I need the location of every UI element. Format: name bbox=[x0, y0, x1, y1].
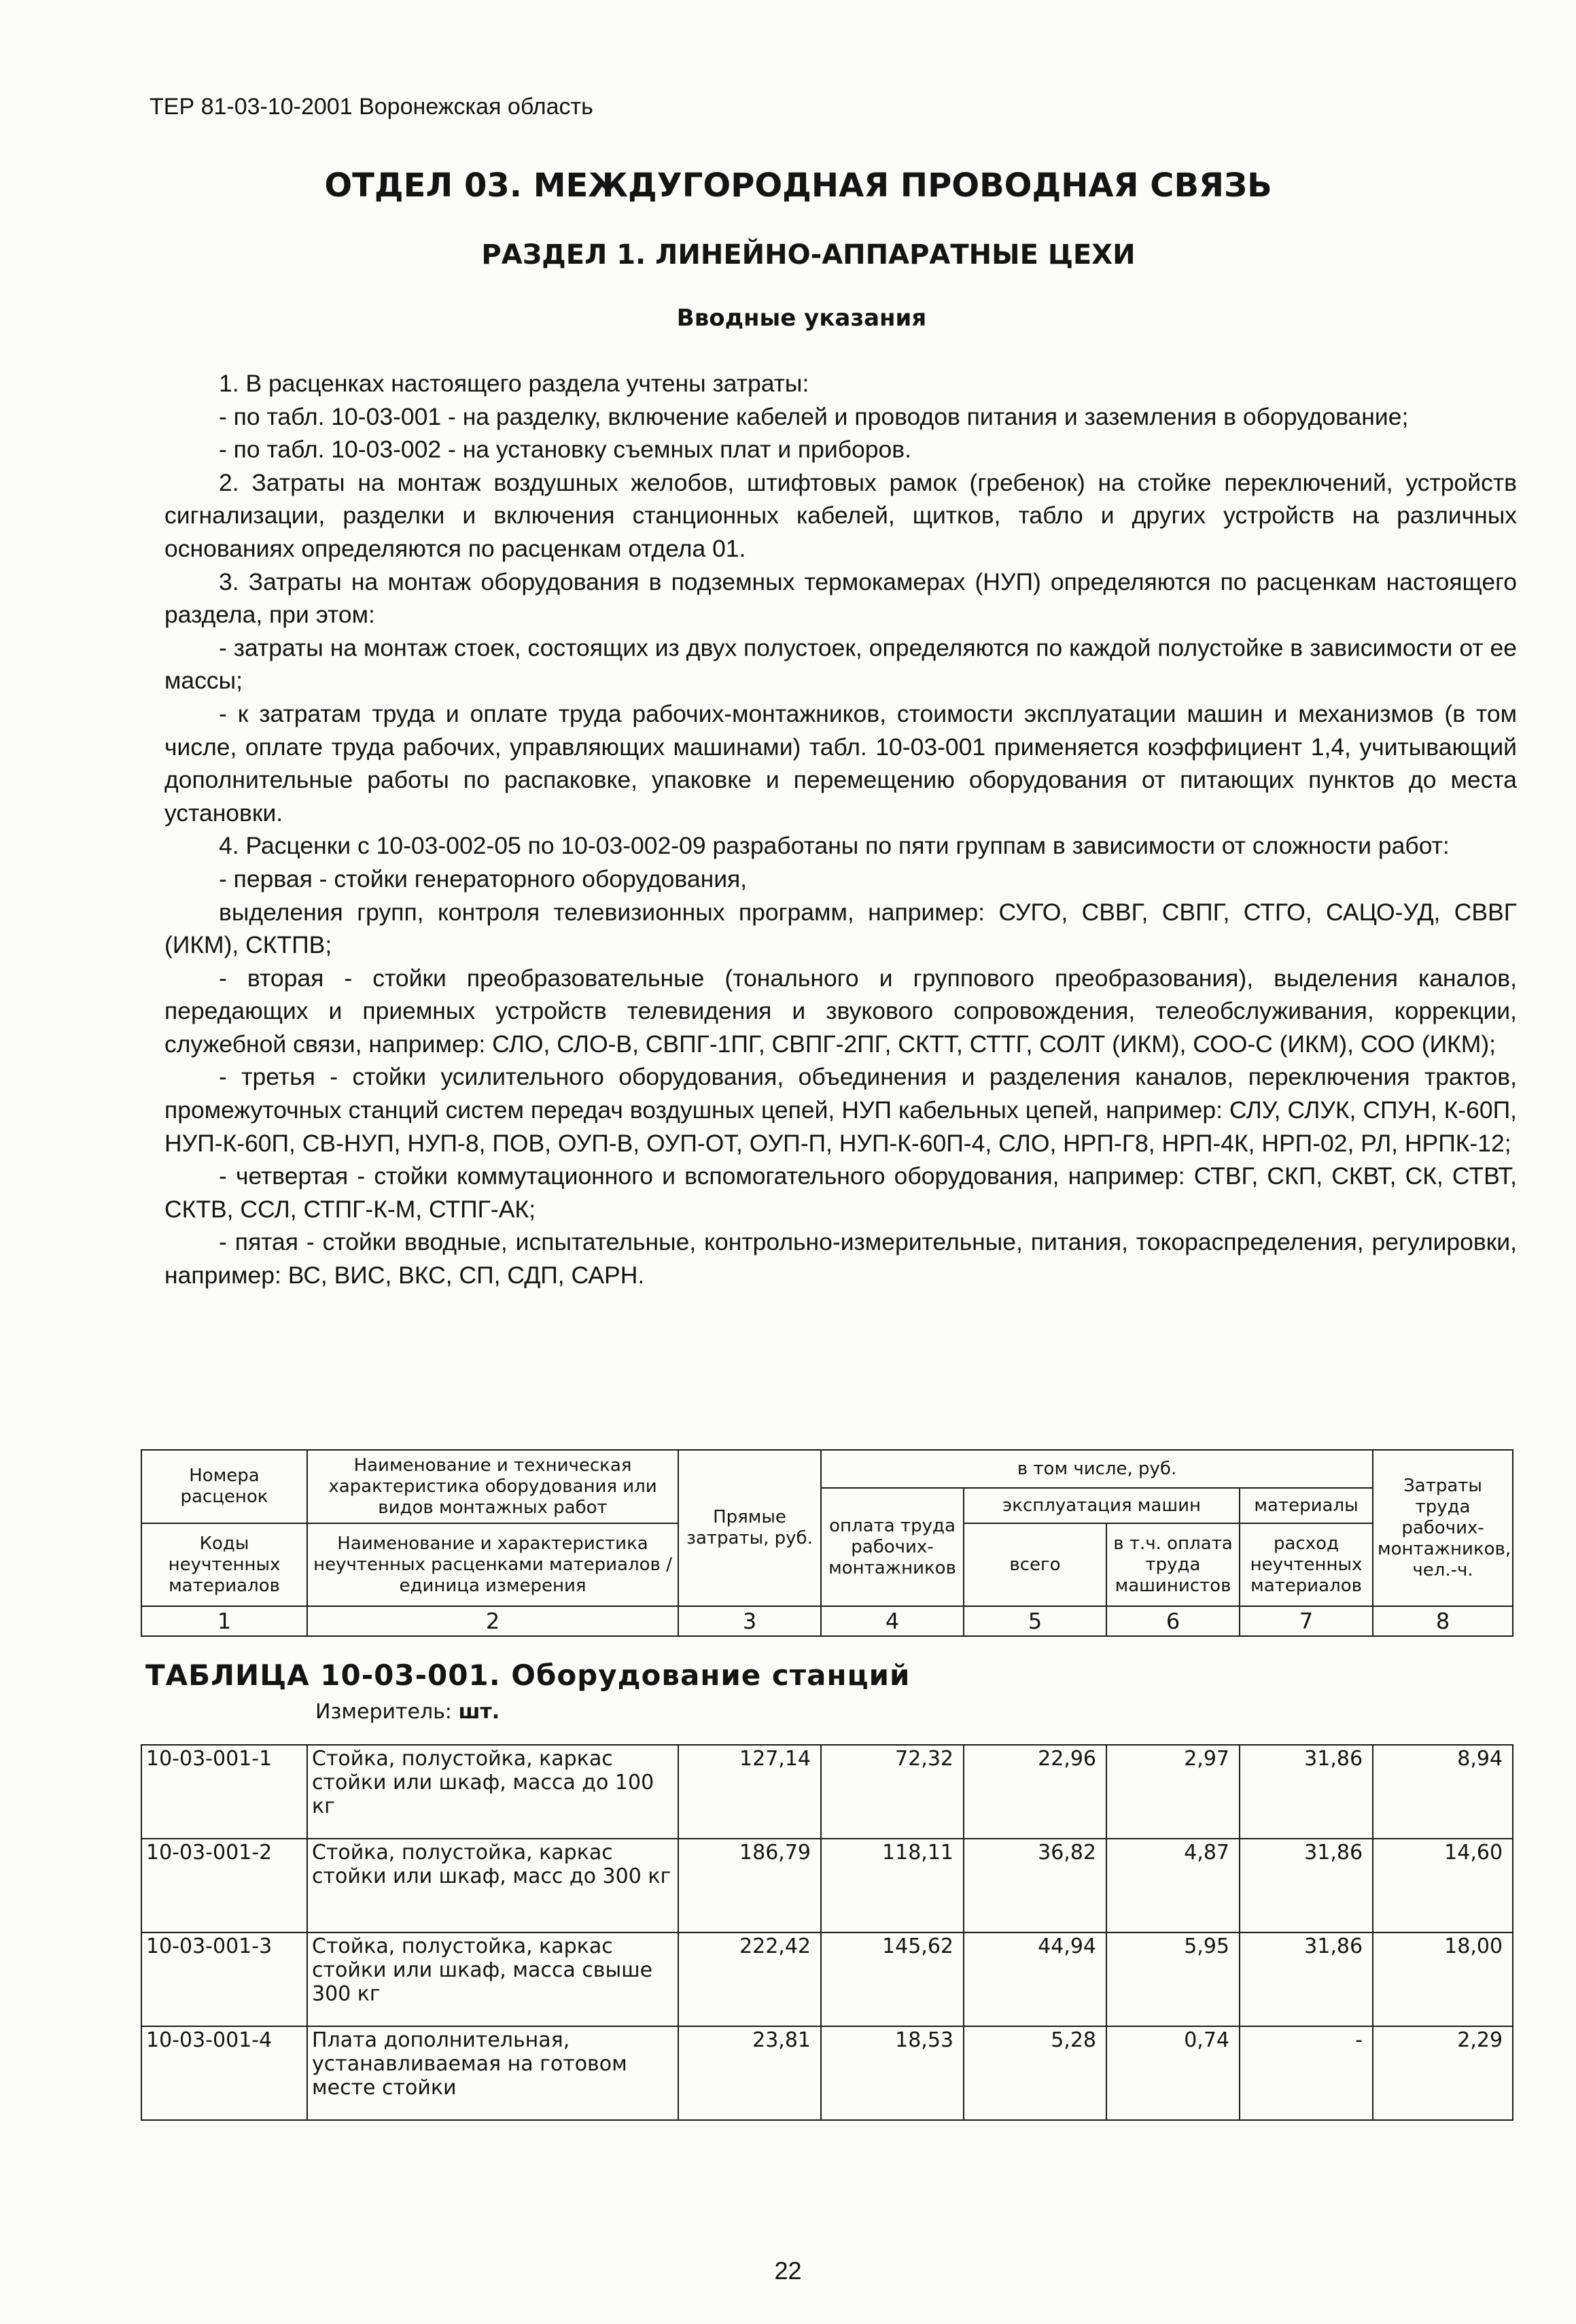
row-code: 10-03-001-1 bbox=[141, 1745, 307, 1839]
table-row bbox=[141, 2026, 1513, 2120]
intro-paragraph: - первая - стойки генераторного оборудования, bbox=[219, 865, 748, 892]
rates-table bbox=[141, 1449, 1513, 2121]
table-caption: ТАБЛИЦА 10-03-001. Оборудование станций bbox=[145, 1659, 911, 1692]
row-labor-pay: 18,53 bbox=[821, 2026, 964, 2120]
column-number: 5 bbox=[964, 1606, 1106, 1636]
column-number: 1 bbox=[141, 1606, 307, 1636]
column-number: 6 bbox=[1106, 1606, 1240, 1636]
row-code: 10-03-001-2 bbox=[141, 1839, 307, 1932]
header-labor-pay: оплата труда рабочих-монтажников bbox=[821, 1488, 964, 1606]
row-labor-hours: 8,94 bbox=[1373, 1745, 1513, 1839]
header-labor-hours: Затраты труда рабочих-монтажников, чел.-ч. bbox=[1373, 1450, 1513, 1606]
row-materials: - bbox=[1240, 2026, 1373, 2120]
row-direct-costs: 127,14 bbox=[678, 1745, 821, 1839]
intro-paragraph: 3. Затраты на монтаж оборудования в подземных термокамерах (НУП) определяются по расценкам настоящего раздела, при этом: bbox=[164, 568, 1517, 629]
intro-paragraph: 4. Расценки с 10-03-002-05 по 10-03-002-09 разработаны по пяти группам в зависимости от сложности работ: bbox=[219, 832, 1450, 860]
column-number: 8 bbox=[1373, 1606, 1513, 1636]
header-codes-unaccounted: Коды неучтенных материалов bbox=[141, 1523, 307, 1606]
row-name: Стойка, полустойка, каркас стойки или шкаф, масса до 100 кг bbox=[307, 1745, 678, 1839]
table-row bbox=[141, 1839, 1513, 1932]
unit-line bbox=[145, 1700, 1509, 1724]
unit-label: Измеритель: bbox=[315, 1700, 452, 1724]
intro-text bbox=[164, 367, 1517, 1292]
header-including: в том числе, руб. bbox=[821, 1450, 1373, 1488]
intro-paragraph: - третья - стойки усилительного оборудования, объединения и разделения каналов, переключения трактов, промежуточных станций систем передач воздушных цепей, НУП кабельных цепей, например: СЛУ, СЛУК, СПУН, К-60П, НУП-К-60П, СВ-НУП, НУП-8, ПОВ, ОУП-В, ОУП-ОТ, ОУП-П, НУП-К-60П-4, СЛО, НРП-Г8, НРП-4К, НРП-02, РЛ, НРПК-12; bbox=[164, 1063, 1517, 1157]
header-materials: материалы bbox=[1240, 1488, 1373, 1523]
row-code: 10-03-001-3 bbox=[141, 1932, 307, 2026]
intro-paragraph: выделения групп, контроля телевизионных программ, например: СУГО, СВВГ, СВПГ, СТГО, САЦО-УД, СВВГ (ИКМ), СКТПВ; bbox=[164, 898, 1517, 959]
intro-paragraph: - по табл. 10-03-002 - на установку съемных плат и приборов. bbox=[219, 436, 911, 464]
table-row bbox=[141, 1745, 1513, 1839]
row-labor-hours: 14,60 bbox=[1373, 1839, 1513, 1932]
row-machines-total: 5,28 bbox=[964, 2026, 1106, 2120]
header-machines: эксплуатация машин bbox=[964, 1488, 1240, 1523]
row-direct-costs: 23,81 bbox=[678, 2026, 821, 2120]
subsection-title: РАЗДЕЛ 1. ЛИНЕЙНО-АППАРАТНЫЕ ЦЕХИ bbox=[481, 239, 1136, 271]
header-name-unaccounted: Наименование и характеристика неучтенных расценками материалов / единица измерения bbox=[307, 1523, 678, 1606]
header-name: Наименование и техническая характеристика оборудования или видов монтажных работ bbox=[307, 1450, 678, 1523]
row-labor-pay: 145,62 bbox=[821, 1932, 964, 2026]
row-materials: 31,86 bbox=[1240, 1932, 1373, 2026]
row-materials: 31,86 bbox=[1240, 1839, 1373, 1932]
column-number: 2 bbox=[307, 1606, 678, 1636]
section-title: ОТДЕЛ 03. МЕЖДУГОРОДНАЯ ПРОВОДНАЯ СВЯЗЬ bbox=[324, 167, 1272, 205]
row-machines-labor: 2,97 bbox=[1106, 1745, 1240, 1839]
page-number: 22 bbox=[774, 2257, 802, 2285]
row-machines-labor: 4,87 bbox=[1106, 1839, 1240, 1932]
column-number: 7 bbox=[1240, 1606, 1373, 1636]
row-direct-costs: 186,79 bbox=[678, 1839, 821, 1932]
intro-paragraph: - пятая - стойки вводные, испытательные, контрольно-измерительные, питания, токораспределения, регулировки, например: ВС, ВИС, ВКС, СП, СДП, САРН. bbox=[164, 1228, 1517, 1289]
header-codes: Номера расценок bbox=[141, 1450, 307, 1523]
row-labor-hours: 2,29 bbox=[1373, 2026, 1513, 2120]
row-code: 10-03-001-4 bbox=[141, 2026, 307, 2120]
unit-value: шт. bbox=[458, 1700, 500, 1724]
document-header: ТЕР 81-03-10-2001 Воронежская область bbox=[150, 94, 593, 120]
column-number: 3 bbox=[678, 1606, 821, 1636]
row-name: Стойка, полустойка, каркас стойки или шкаф, масса свыше 300 кг bbox=[307, 1932, 678, 2026]
header-direct-costs: Прямые затраты, руб. bbox=[678, 1450, 821, 1606]
row-name: Плата дополнительная, устанавливаемая на готовом месте стойки bbox=[307, 2026, 678, 2120]
header-machines-labor: в т.ч. оплата труда машинистов bbox=[1106, 1523, 1240, 1606]
row-name: Стойка, полустойка, каркас стойки или шкаф, масс до 300 кг bbox=[307, 1839, 678, 1932]
intro-paragraph: - к затратам труда и оплате труда рабочих-монтажников, стоимости эксплуатации машин и механизмов (в том числе, оплате труда рабочих, управляющих машинами) табл. 10-03-001 применяется коэффициент 1,4, учитывающий дополнительные работы по распаковке, упаковке и перемещению оборудования от питающих пунктов до места установки. bbox=[164, 699, 1517, 827]
row-machines-labor: 0,74 bbox=[1106, 2026, 1240, 2120]
intro-paragraph: - по табл. 10-03-001 - на разделку, включение кабелей и проводов питания и заземления в оборудование; bbox=[219, 402, 1409, 430]
row-machines-total: 36,82 bbox=[964, 1839, 1106, 1932]
intro-paragraph: 1. В расценках настоящего раздела учтены затраты: bbox=[219, 370, 809, 397]
intro-paragraph: - затраты на монтаж стоек, состоящих из двух полустоек, определяются по каждой полустойке в зависимости от ее массы; bbox=[164, 634, 1517, 695]
intro-title: Вводные указания bbox=[676, 305, 927, 332]
row-labor-pay: 118,11 bbox=[821, 1839, 964, 1932]
intro-paragraph: - вторая - стойки преобразовательные (тонального и группового преобразования), выделения каналов, передающих и приемных устройств телевидения и звукового сопровождения, телеобслуживания, коррекции, служебной связи, например: СЛО, СЛО-В, СВПГ-1ПГ, СВПГ-2ПГ, СКТТ, СТТГ, СОЛТ (ИКМ), СОО-С (ИКМ), СОО (ИКМ); bbox=[164, 964, 1517, 1058]
table-caption-row bbox=[141, 1636, 1513, 1745]
row-materials: 31,86 bbox=[1240, 1745, 1373, 1839]
row-machines-total: 22,96 bbox=[964, 1745, 1106, 1839]
column-number: 4 bbox=[821, 1606, 964, 1636]
header-machines-total: всего bbox=[964, 1523, 1106, 1606]
row-labor-hours: 18,00 bbox=[1373, 1932, 1513, 2026]
row-machines-total: 44,94 bbox=[964, 1932, 1106, 2026]
intro-paragraph: 2. Затраты на монтаж воздушных желобов, штифтовых рамок (гребенок) на стойке переключений, устройств сигнализации, разделки и включения станционных кабелей, щитков, табло и других устройств на различных основаниях определяются по расценкам отдела 01. bbox=[164, 468, 1517, 562]
table-row bbox=[141, 1932, 1513, 2026]
row-machines-labor: 5,95 bbox=[1106, 1932, 1240, 2026]
row-direct-costs: 222,42 bbox=[678, 1932, 821, 2026]
header-materials-unaccounted: расход неучтенных материалов bbox=[1240, 1523, 1373, 1606]
row-labor-pay: 72,32 bbox=[821, 1745, 964, 1839]
intro-paragraph: - четвертая - стойки коммутационного и вспомогательного оборудования, например: СТВГ, СКП, СКВТ, СК, СТВТ, СКТВ, ССЛ, СТПГ-К-М, СТПГ-АК; bbox=[164, 1162, 1517, 1223]
